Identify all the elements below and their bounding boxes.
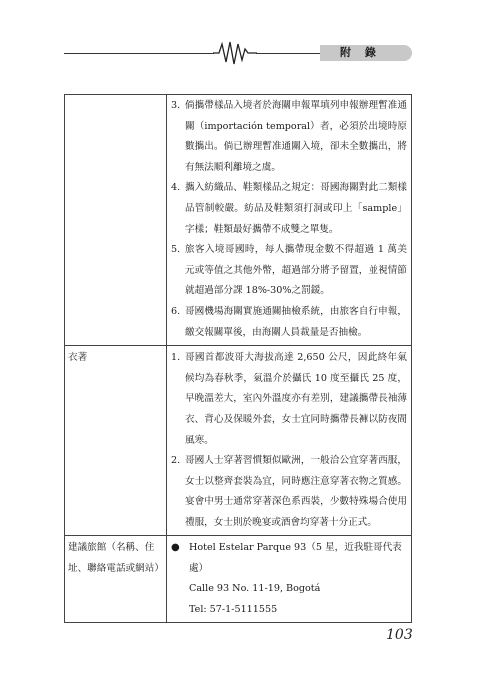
item-number: 3.	[171, 100, 181, 111]
header-rule-right	[256, 53, 320, 54]
page-number: 103	[386, 627, 413, 643]
item-number: 6.	[171, 305, 181, 317]
item-text: 哥國首都波哥大海拔高達 2,650 公尺，因此終年氣候均為春秋季，氣溫介於攝氏 10 度至攝氏 25 度，早晚溫差大，室內外溫度亦有差別，建議攜帶長袖薄衣、背心及保暖外套，女士宜同時攜帶長褲以防夜間風寒。	[185, 352, 407, 446]
item-text: 倘攜帶樣品入境者於海關申報單填列申報辦理暫准通關（importación temporal）者，必須於出境時原數攜出。倘已辦理暫准通關入境，卻未全數攜出，將有無法順利離境之虞。	[185, 100, 407, 173]
row-label	[65, 95, 167, 346]
hotel-phone: Tel: 57-1-5111555	[189, 603, 278, 615]
section-tab: 附 錄	[320, 45, 412, 61]
item-text: 攜入紡織品、鞋類樣品之規定：哥國海關對此二類樣品管制較嚴。紡品及鞋類須打洞或印上「sample」字樣；鞋類最好攜帶不成雙之單隻。	[185, 182, 407, 235]
list-item	[171, 96, 407, 178]
item-number: 4.	[171, 182, 181, 194]
row-content	[167, 536, 412, 623]
header-rule-left	[64, 53, 214, 54]
heartbeat-wave-icon	[213, 40, 257, 66]
item-number: 1.	[171, 352, 181, 364]
item-number: 2.	[171, 455, 181, 467]
table-row	[65, 536, 412, 623]
list-item	[171, 240, 407, 302]
list-item	[171, 451, 407, 533]
list-item	[171, 348, 407, 451]
list-item	[171, 178, 407, 240]
bullet-icon: ●	[171, 542, 180, 554]
item-number: 5.	[171, 244, 181, 256]
hotel-name: Hotel Estelar Parque 93（5 星，近我駐哥代表處）	[189, 542, 402, 574]
table-row	[65, 95, 412, 346]
row-content	[167, 95, 412, 346]
table-row	[65, 346, 412, 536]
hotel-name-line	[171, 538, 407, 579]
item-text: 哥國人士穿著習慣類似歐洲，一般洽公宜穿著西服，女士以整齊套裝為宜，同時應注意穿著衣物之質感。宴會中男士通常穿著深色系西裝，少數特殊場合使用禮服，女士則於晚宴或酒會均穿著十分正式。	[185, 455, 407, 528]
item-text: 旅客入境哥國時，每人攜帶現金數不得超過 1 萬美元或等值之其他外幣，超過部分將予留置，並視情節就超過部分課 18%-30%之罰鍰。	[185, 244, 407, 297]
info-table	[64, 94, 412, 623]
item-text: 哥國機場海關實施通關抽檢系統，由旅客自行申報，繳交報關單後，由海關人員裁量是否抽檢。	[185, 305, 407, 338]
row-label: 衣著	[65, 346, 167, 536]
row-content	[167, 346, 412, 536]
row-label: 建議旅館（名稱、住址、聯絡電話或網站）	[65, 536, 167, 623]
hotel-address: Calle 93 No. 11-19, Bogotá	[189, 583, 321, 595]
list-item	[171, 302, 407, 343]
